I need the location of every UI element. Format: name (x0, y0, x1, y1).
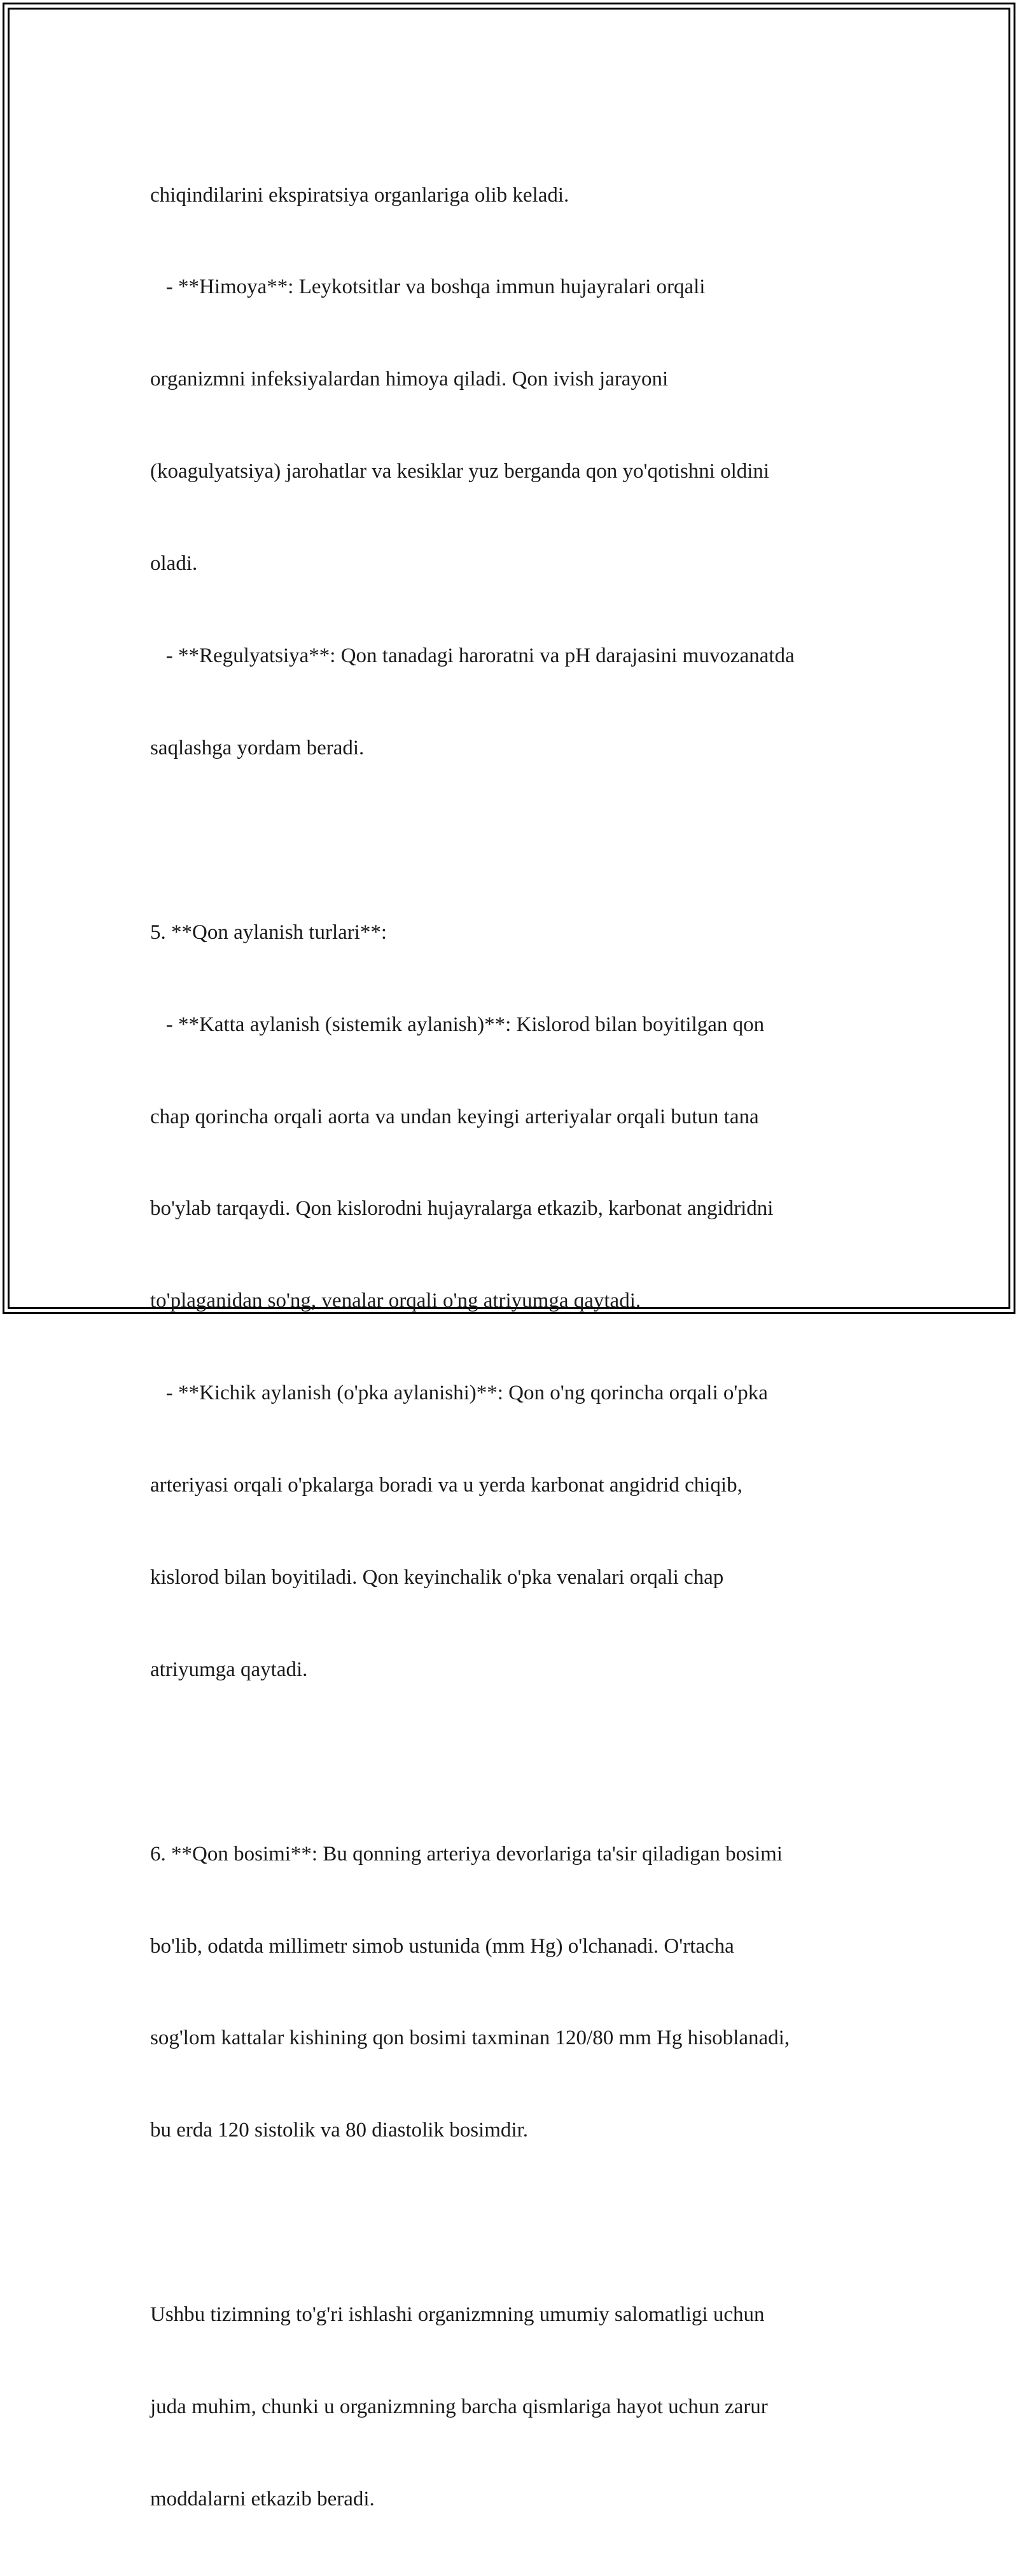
paragraph-conclusion (150, 2238, 875, 2575)
text-line: - **Kichik aylanish (o'pka aylanishi)**: Qon o'ng qorincha orqali o'pka (150, 1381, 768, 1405)
text-line: bu erda 120 sistolik va 80 diastolik bosimdir. (150, 2119, 528, 2142)
text-line: organizmni infeksiyalardan himoya qiladi. Qon ivish jarayoni (150, 368, 669, 391)
paragraph-gap (150, 825, 875, 855)
text-line: (koagulyatsiya) jarohatlar va kesiklar yuz berganda qon yo'qotishni oldini (150, 460, 770, 483)
text-line: 6. **Qon bosimi**: Bu qonning arteriya devorlariga ta'sir qiladigan bosimi (150, 1842, 783, 1866)
text-line: - **Himoya**: Leykotsitlar va boshqa immun hujayralari orqali (150, 275, 706, 299)
text-line: arteriyasi orqali o'pkalarga boradi va u yerda karbonat angidrid chiqib, (150, 1474, 743, 1497)
text-line: Ushbu tizimning to'g'ri ishlashi organizmning umumiy salomatligi uchun (150, 2303, 765, 2327)
text-line: bo'ylab tarqaydi. Qon kislorodni hujayralarga etkazib, karbonat angidridni (150, 1197, 774, 1221)
paragraph-circulation-types (150, 855, 875, 1747)
text-line: juda muhim, chunki u organizmning barcha qismlariga hayot uchun zarur (150, 2395, 768, 2418)
paragraph-blood-pressure (150, 1777, 875, 2207)
text-line: chap qorincha orqali aorta va undan keyingi arteriyalar orqali butun tana (150, 1105, 759, 1128)
text-line: oladi. (150, 552, 198, 576)
text-line: to'plaganidan so'ng, venalar orqali o'ng atriyumga qaytadi. (150, 1289, 641, 1313)
text-line: moddalarni etkazib beradi. (150, 2487, 375, 2510)
text-line: atriyumga qaytadi. (150, 1658, 308, 1681)
paragraph-gap (150, 2207, 875, 2238)
text-line: 5. **Qon aylanish turlari**: (150, 920, 387, 944)
paragraph-gap (150, 1747, 875, 1777)
text-line: bo'lib, odatda millimetr simob ustunida (mm Hg) o'lchanadi. O'rtacha (150, 1934, 734, 1958)
document-body (150, 118, 875, 2576)
text-line: kislorod bilan boyitiladi. Qon keyinchalik o'pka venalari orqali chap (150, 1565, 724, 1589)
text-line: sog'lom kattalar kishining qon bosimi taxminan 120/80 mm Hg hisoblanadi, (150, 2026, 790, 2050)
paragraph-functions (150, 118, 875, 825)
text-line: - **Regulyatsiya**: Qon tanadagi haroratni va pH darajasini muvozanatda (150, 644, 795, 668)
text-line: chiqindilarini ekspiratsiya organlariga olib keladi. (150, 183, 569, 207)
text-line: saqlashga yordam beradi. (150, 736, 365, 759)
text-line: - **Katta aylanish (sistemik aylanish)**: Kislorod bilan boyitilgan qon (150, 1013, 765, 1036)
